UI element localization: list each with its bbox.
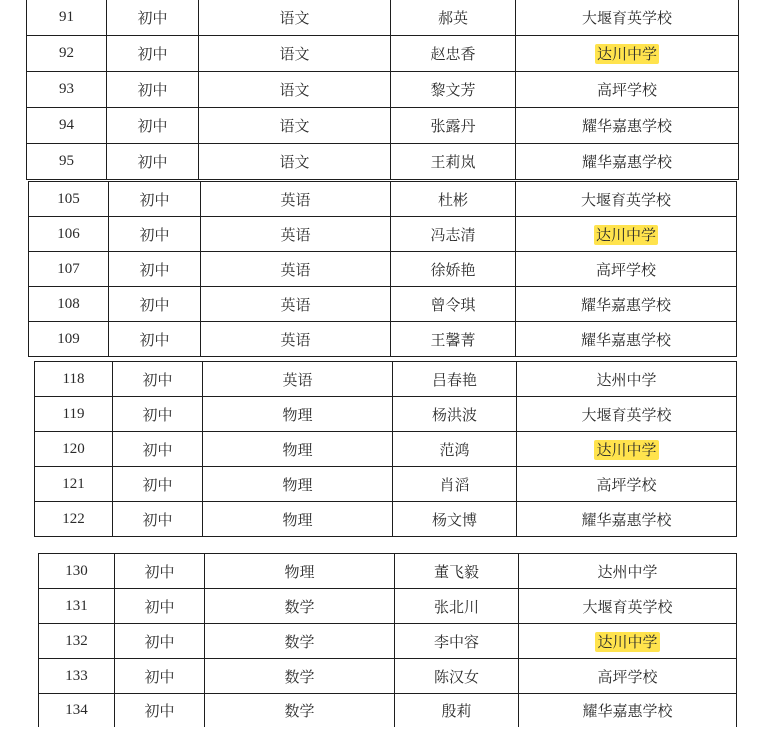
table-segment-4 [38, 553, 736, 727]
school-level-text: 初中 [142, 440, 173, 459]
school-level-cell [113, 362, 203, 397]
teacher-name-text: 杨洪波 [431, 405, 477, 424]
table-row [27, 0, 739, 36]
row-number-cell [35, 467, 113, 502]
teacher-name-text: 殷莉 [441, 702, 472, 720]
subject-text: 物理 [282, 475, 313, 494]
teacher-name-text: 范鸿 [439, 440, 470, 459]
school-level-cell [109, 287, 201, 322]
row-number-cell [35, 502, 113, 537]
teacher-table [38, 553, 737, 727]
school-name-cell [516, 144, 739, 180]
subject-cell [205, 589, 395, 624]
row-number-text: 108 [57, 295, 80, 312]
school-level-cell [113, 502, 203, 537]
highlighted-school-name: 达川中学 [597, 632, 658, 651]
table-segment-3 [34, 361, 736, 537]
subject-cell [203, 432, 393, 467]
subject-cell [201, 182, 391, 217]
row-number-text: 120 [62, 440, 85, 457]
subject-text: 语文 [279, 45, 310, 63]
school-level-cell [113, 467, 203, 502]
school-name-text: 耀华嘉惠学校 [581, 510, 672, 529]
row-number-text: 94 [59, 117, 74, 133]
teacher-name-text: 张北川 [433, 597, 479, 616]
teacher-name-cell [395, 624, 519, 659]
table-row [35, 397, 737, 432]
row-number-cell [29, 287, 109, 322]
subject-cell [203, 467, 393, 502]
subject-cell [199, 0, 391, 36]
teacher-name-cell [395, 589, 519, 624]
row-number-cell [39, 589, 115, 624]
school-level-text: 初中 [144, 597, 175, 616]
school-level-text: 初中 [139, 295, 170, 314]
subject-text: 英语 [280, 295, 311, 314]
teacher-table [34, 361, 737, 537]
subject-cell [201, 252, 391, 287]
teacher-table [28, 181, 737, 357]
school-level-text: 初中 [137, 117, 168, 135]
school-name-text: 大堰育英学校 [582, 597, 673, 616]
row-number-text: 134 [65, 702, 88, 718]
table-row [39, 554, 737, 589]
subject-cell [205, 554, 395, 589]
school-level-text: 初中 [139, 190, 170, 209]
teacher-name-cell [391, 217, 516, 252]
row-number-cell [35, 397, 113, 432]
teacher-name-text: 王莉岚 [430, 153, 476, 171]
school-name-text: 高坪学校 [596, 81, 657, 99]
teacher-name-text: 杨文博 [431, 510, 477, 529]
subject-text: 数学 [284, 667, 315, 686]
table-row [27, 108, 739, 144]
teacher-name-cell [393, 397, 517, 432]
school-level-cell [115, 624, 205, 659]
school-name-text: 耀华嘉惠学校 [581, 153, 672, 171]
row-number-cell [29, 322, 109, 357]
table-row [27, 36, 739, 72]
school-level-cell [107, 36, 199, 72]
school-name-text: 耀华嘉惠学校 [580, 295, 671, 314]
subject-text: 英语 [280, 190, 311, 209]
table-row [29, 287, 737, 322]
row-number-cell [29, 217, 109, 252]
subject-text: 语文 [279, 81, 310, 99]
table-row [29, 252, 737, 287]
row-number-text: 122 [62, 510, 85, 527]
table-row [39, 694, 737, 728]
row-number-text: 92 [59, 45, 74, 61]
teacher-name-cell [395, 554, 519, 589]
subject-cell [205, 694, 395, 728]
subject-cell [199, 36, 391, 72]
table-row [39, 659, 737, 694]
teacher-name-text: 吕春艳 [431, 370, 477, 389]
subject-text: 数学 [284, 597, 315, 616]
subject-cell [201, 287, 391, 322]
teacher-name-text: 张露丹 [430, 117, 476, 135]
row-number-cell [39, 624, 115, 659]
row-number-cell [35, 362, 113, 397]
school-level-cell [115, 589, 205, 624]
school-name-cell [516, 252, 737, 287]
table-row [29, 322, 737, 357]
school-name-cell [516, 0, 739, 36]
table-row [39, 589, 737, 624]
school-level-cell [107, 108, 199, 144]
table-row [35, 362, 737, 397]
school-level-cell [109, 217, 201, 252]
row-number-text: 91 [59, 9, 74, 25]
school-level-text: 初中 [142, 510, 173, 529]
row-number-text: 93 [59, 81, 74, 97]
school-name-cell [516, 287, 737, 322]
teacher-name-cell [393, 432, 517, 467]
teacher-name-text: 王馨菁 [430, 330, 476, 349]
highlighted-school-name: 达川中学 [595, 225, 656, 244]
highlighted-school-name: 达川中学 [596, 440, 657, 459]
teacher-name-cell [395, 694, 519, 728]
row-number-text: 106 [57, 225, 80, 242]
subject-cell [205, 659, 395, 694]
school-name-text: 高坪学校 [596, 475, 657, 494]
school-level-cell [115, 659, 205, 694]
school-name-cell [516, 322, 737, 357]
school-name-text: 大堰育英学校 [581, 9, 672, 27]
school-name-text: 大堰育英学校 [580, 190, 671, 209]
row-number-text: 118 [62, 370, 85, 387]
school-level-cell [109, 322, 201, 357]
school-name-cell [517, 502, 737, 537]
school-level-text: 初中 [144, 562, 175, 581]
subject-text: 英语 [282, 370, 313, 389]
school-name-cell [517, 432, 737, 467]
subject-text: 数学 [284, 632, 315, 651]
row-number-cell [39, 694, 115, 728]
row-number-cell [39, 554, 115, 589]
subject-text: 数学 [284, 702, 315, 720]
subject-text: 语文 [279, 117, 310, 135]
row-number-cell [27, 144, 107, 180]
teacher-name-text: 肖滔 [439, 475, 470, 494]
table-row [29, 217, 737, 252]
teacher-name-cell [395, 659, 519, 694]
subject-text: 英语 [280, 330, 311, 349]
teacher-name-text: 冯志清 [430, 225, 476, 244]
table-segment-2 [28, 181, 736, 357]
school-name-cell [519, 694, 737, 728]
school-name-text: 耀华嘉惠学校 [582, 702, 673, 720]
school-name-cell [516, 36, 739, 72]
subject-text: 物理 [284, 562, 315, 581]
school-name-cell [519, 659, 737, 694]
school-name-text: 高坪学校 [597, 667, 658, 686]
subject-text: 物理 [282, 405, 313, 424]
teacher-name-text: 曾令琪 [430, 295, 476, 314]
table-row [27, 72, 739, 108]
teacher-name-cell [391, 322, 516, 357]
school-level-cell [115, 554, 205, 589]
teacher-name-cell [393, 467, 517, 502]
school-name-cell [516, 108, 739, 144]
school-name-cell [519, 624, 737, 659]
table-row [35, 467, 737, 502]
row-number-text: 105 [57, 190, 80, 207]
subject-cell [203, 502, 393, 537]
row-number-cell [39, 659, 115, 694]
school-level-cell [107, 144, 199, 180]
subject-text: 语文 [279, 9, 310, 27]
school-level-text: 初中 [142, 370, 173, 389]
teacher-table [26, 0, 739, 180]
teacher-name-cell [391, 182, 516, 217]
school-name-cell [516, 182, 737, 217]
teacher-name-cell [391, 0, 516, 36]
school-level-cell [109, 252, 201, 287]
school-level-text: 初中 [137, 81, 168, 99]
row-number-cell [35, 432, 113, 467]
teacher-name-text: 黎文芳 [430, 81, 476, 99]
row-number-cell [29, 182, 109, 217]
school-level-text: 初中 [139, 260, 170, 279]
school-level-cell [109, 182, 201, 217]
row-number-text: 109 [57, 330, 80, 347]
table-segment-1 [26, 0, 738, 180]
teacher-name-cell [391, 252, 516, 287]
school-level-text: 初中 [139, 330, 170, 349]
school-level-cell [113, 397, 203, 432]
school-level-text: 初中 [137, 45, 168, 63]
school-name-text: 耀华嘉惠学校 [580, 330, 671, 349]
school-name-cell [516, 217, 737, 252]
subject-cell [203, 397, 393, 432]
row-number-cell [27, 0, 107, 36]
teacher-name-cell [391, 72, 516, 108]
school-name-cell [517, 362, 737, 397]
table-row [27, 144, 739, 180]
school-name-cell [519, 589, 737, 624]
school-level-cell [107, 0, 199, 36]
school-name-text: 高坪学校 [595, 260, 656, 279]
table-row [35, 502, 737, 537]
teacher-name-text: 赵忠香 [430, 45, 476, 63]
school-name-cell [516, 72, 739, 108]
row-number-text: 107 [57, 260, 80, 277]
subject-text: 物理 [282, 440, 313, 459]
teacher-name-cell [391, 144, 516, 180]
teacher-name-cell [391, 36, 516, 72]
school-level-text: 初中 [137, 153, 168, 171]
table-row [29, 182, 737, 217]
row-number-cell [27, 108, 107, 144]
row-number-cell [29, 252, 109, 287]
row-number-text: 121 [62, 475, 85, 492]
school-level-text: 初中 [144, 667, 175, 686]
row-number-text: 95 [59, 153, 74, 169]
highlighted-school-name: 达川中学 [596, 45, 657, 63]
subject-cell [203, 362, 393, 397]
school-name-text: 达州中学 [596, 370, 657, 389]
subject-cell [201, 322, 391, 357]
teacher-name-cell [393, 362, 517, 397]
table-row [35, 432, 737, 467]
row-number-cell [27, 36, 107, 72]
school-level-text: 初中 [144, 632, 175, 651]
teacher-name-cell [391, 287, 516, 322]
school-level-text: 初中 [142, 475, 173, 494]
school-level-cell [115, 694, 205, 728]
teacher-name-text: 李中容 [433, 632, 479, 651]
row-number-cell [27, 72, 107, 108]
teacher-name-cell [393, 502, 517, 537]
subject-text: 语文 [279, 153, 310, 171]
teacher-name-cell [391, 108, 516, 144]
row-number-text: 132 [65, 632, 88, 649]
school-name-text: 大堰育英学校 [581, 405, 672, 424]
teacher-name-text: 杜彬 [437, 190, 468, 209]
teacher-name-text: 徐娇艳 [430, 260, 476, 279]
subject-text: 物理 [282, 510, 313, 529]
subject-cell [199, 144, 391, 180]
subject-text: 英语 [280, 260, 311, 279]
school-level-cell [107, 72, 199, 108]
row-number-text: 131 [65, 597, 88, 614]
subject-text: 英语 [280, 225, 311, 244]
school-name-text: 耀华嘉惠学校 [581, 117, 672, 135]
school-name-text: 达州中学 [597, 562, 658, 581]
row-number-text: 119 [62, 405, 85, 422]
school-level-cell [113, 432, 203, 467]
teacher-name-text: 董飞毅 [433, 562, 479, 581]
subject-cell [199, 72, 391, 108]
subject-cell [201, 217, 391, 252]
teacher-name-text: 陈汉女 [433, 667, 479, 686]
teacher-name-text: 郝英 [437, 9, 468, 27]
table-row [39, 624, 737, 659]
school-level-text: 初中 [142, 405, 173, 424]
school-level-text: 初中 [137, 9, 168, 27]
school-level-text: 初中 [139, 225, 170, 244]
school-name-cell [517, 397, 737, 432]
row-number-text: 133 [65, 667, 88, 684]
school-name-cell [519, 554, 737, 589]
subject-cell [199, 108, 391, 144]
school-level-text: 初中 [144, 702, 175, 720]
school-name-cell [517, 467, 737, 502]
subject-cell [205, 624, 395, 659]
row-number-text: 130 [65, 562, 88, 579]
